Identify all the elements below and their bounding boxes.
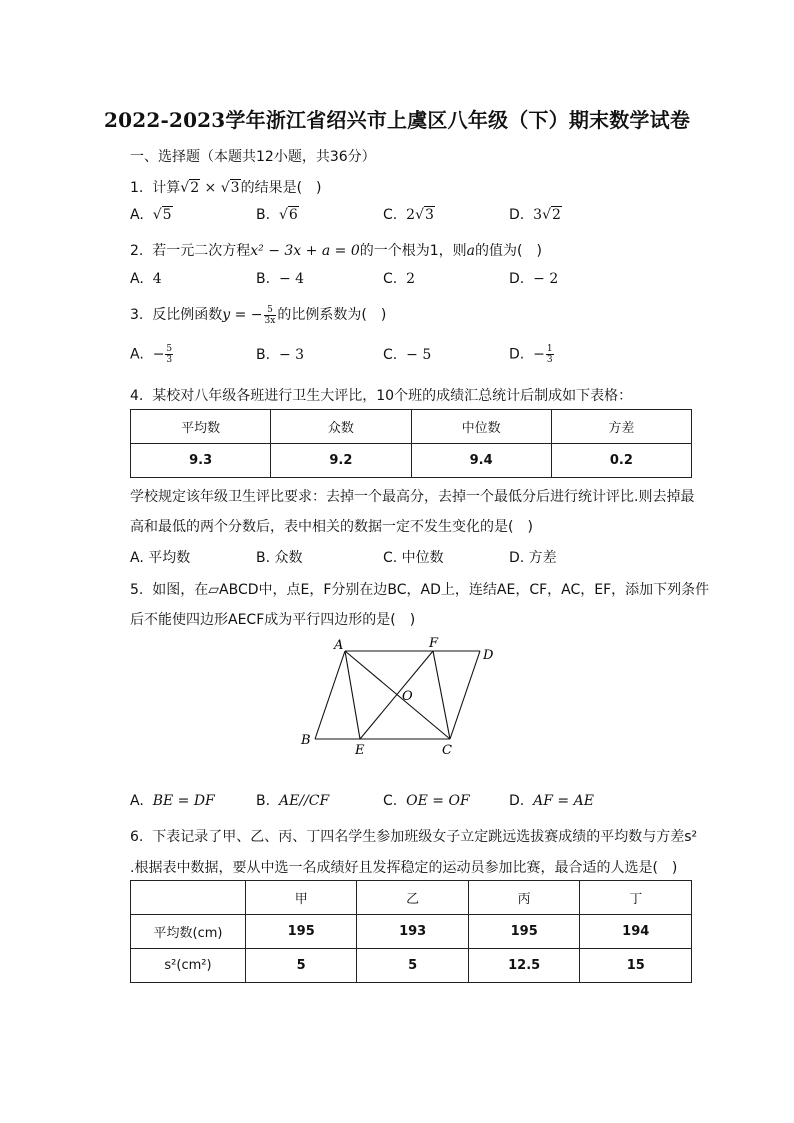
q4-option-b: B. 众数 (256, 550, 303, 566)
question-6: 6. 下表记录了甲、乙、丙、丁四名学生参加班级女子立定跳远选拔赛成绩的平均数与方差s² (130, 829, 698, 845)
table-cell: 9.3 (131, 444, 271, 478)
q5-option-a: A. BE = DF (130, 793, 215, 809)
table-cell: 12.5 (468, 949, 580, 983)
table-cell: 15 (580, 949, 692, 983)
question-1: 1. 计算√2 × √3的结果是( ) (130, 180, 322, 196)
table-cell: 193 (357, 915, 468, 949)
q1-option-c: C. 2√3 (383, 207, 434, 223)
label-a: A (334, 638, 344, 653)
table-cell: 195 (468, 915, 580, 949)
table-header: 甲 (245, 881, 356, 915)
table-header (131, 881, 246, 915)
table-cell: 9.4 (411, 444, 551, 478)
page-title: 2022-2023学年浙江省绍兴市上虞区八年级（下）期末数学试卷 (103, 108, 691, 132)
segment-ac (345, 651, 450, 739)
q3-option-a: A. − $\frac{5}{3}$ (130, 344, 173, 365)
q4-rule-line-2: 高和最低的两个分数后，表中相关的数据一定不发生变化的是( ) (130, 519, 533, 535)
parallelogram-figure (0, 634, 794, 774)
table-header: 中位数 (411, 410, 551, 444)
table-header: 丁 (580, 881, 692, 915)
label-d: D (483, 648, 494, 663)
q3-option-c: C. − 5 (383, 347, 432, 363)
table-header: 众数 (271, 410, 411, 444)
table-header: 平均数 (131, 410, 271, 444)
q2-option-a: A. 4 (130, 271, 162, 287)
q6-line-2: .根据表中数据，要从中选一名成绩好且发挥稳定的运动员参加比赛，最合适的人选是( ) (130, 860, 678, 876)
table-cell: 0.2 (551, 444, 691, 478)
segment-ef (360, 651, 433, 739)
edge-ab (315, 651, 345, 739)
segment-fc (433, 651, 450, 739)
label-f: F (429, 636, 439, 651)
section-heading: 一、选择题（本题共12小题，共36分） (130, 149, 376, 165)
q1-option-d: D. 3√2 (509, 207, 561, 223)
table-header: 丙 (468, 881, 580, 915)
row-label: s²(cm²) (131, 949, 246, 983)
question-4: 4. 某校对八年级各班进行卫生大评比，10个班的成绩汇总统计后制成如下表格： (130, 388, 633, 404)
table-cell: 5 (245, 949, 356, 983)
q3-option-d: D. − $\frac{1}{3}$ (509, 344, 553, 365)
label-b: B (301, 733, 311, 748)
q3-option-b: B. − 3 (256, 347, 305, 363)
q6-jump-table (130, 880, 692, 983)
q1-option-a: A. √5 (130, 207, 172, 223)
question-2: 2. 若一元二次方程x² − 3x + a = 0的一个根为1，则a的值为( ) (130, 243, 542, 259)
q2-option-c: C. 2 (383, 271, 416, 287)
q5-option-c: C. OE = OF (383, 793, 470, 809)
q2-option-b: B. − 4 (256, 271, 305, 287)
q4-rule-line-1: 学校规定该年级卫生评比要求：去掉一个最高分，去掉一个最低分后进行统计评比.则去掉最 (130, 489, 695, 505)
table-cell: 194 (580, 915, 692, 949)
q4-option-d: D. 方差 (509, 550, 557, 566)
segment-ae (345, 651, 360, 739)
q5-line-2: 后不能使四边形AECF成为平行四边形的是( ) (130, 612, 416, 628)
q1-option-b: B. √6 (256, 207, 298, 223)
label-c: C (442, 743, 452, 758)
table-cell: 5 (357, 949, 468, 983)
table-cell: 195 (245, 915, 356, 949)
table-header: 方差 (551, 410, 691, 444)
table-cell: 9.2 (271, 444, 411, 478)
question-5: 5. 如图，在▱ABCD中，点E，F分别在边BC，AD上，连结AE，CF，AC，EF，添加下列条件 (130, 582, 710, 598)
label-e: E (355, 743, 365, 758)
question-3: 3. 反比例函数y = − $\frac{5}{3x}$ 的比例系数为( ) (130, 304, 387, 326)
q5-option-b: B. AE//CF (256, 793, 330, 809)
row-label: 平均数(cm) (131, 915, 246, 949)
q5-option-d: D. AF = AE (509, 793, 594, 809)
q4-option-c: C. 中位数 (383, 550, 444, 566)
edge-dc (450, 651, 480, 739)
q4-option-a: A. 平均数 (130, 550, 191, 566)
q2-option-d: D. − 2 (509, 271, 559, 287)
q4-stats-table (130, 409, 692, 478)
table-header: 乙 (357, 881, 468, 915)
label-o: O (402, 689, 413, 704)
